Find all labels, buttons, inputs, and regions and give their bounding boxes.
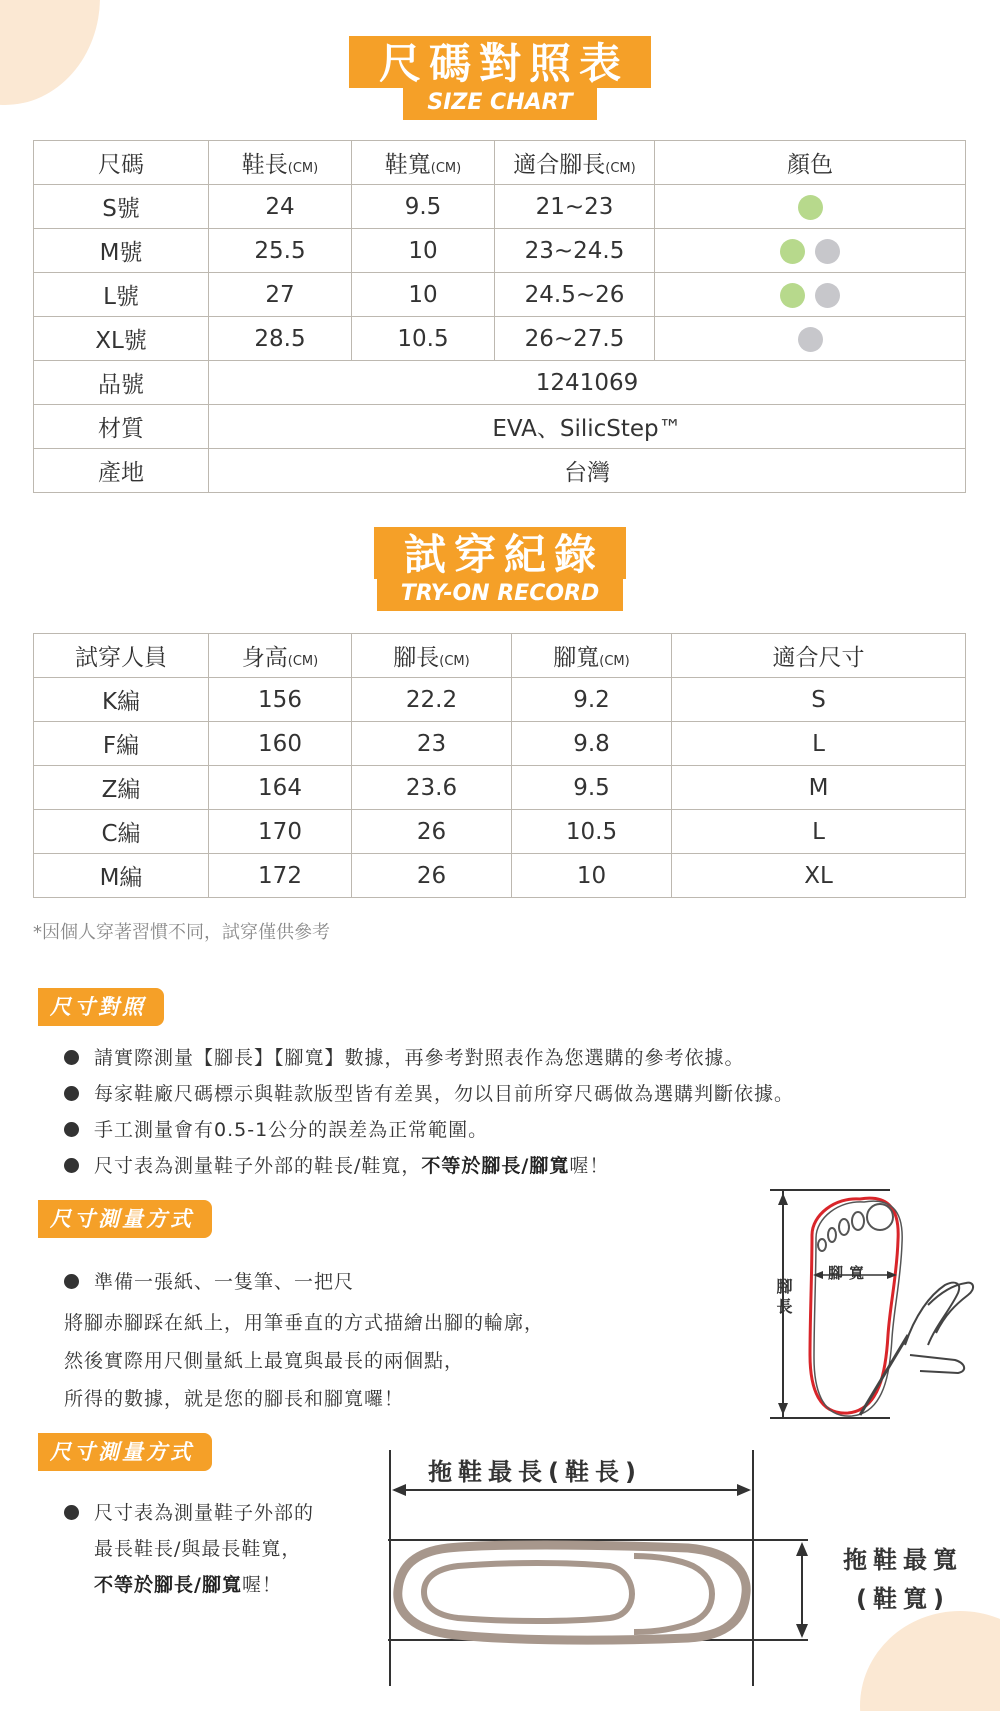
length-cell: 28.5 [209, 317, 352, 361]
item-no-value: 1241069 [209, 361, 966, 405]
instruction-line: 然後實際用尺側量紙上最寬與最長的兩個點， [64, 1350, 465, 1372]
size-chart-table [33, 140, 966, 493]
color-cell [655, 273, 966, 317]
list-item: 準備一張紙、一隻筆、一把尺 [64, 1264, 354, 1300]
cell: L [672, 810, 966, 854]
cell: 172 [209, 854, 352, 898]
width-cell: 10 [352, 273, 495, 317]
list-item: 請實際測量【腳長】【腳寬】數據，再參考對照表作為您選購的參考依據。 [64, 1040, 794, 1076]
decorative-blob-bottom-right [860, 1611, 1000, 1711]
cell: M編 [34, 854, 209, 898]
header-cell: 鞋長(CM) [209, 141, 352, 185]
color-swatch-green [780, 283, 805, 308]
color-swatch-gray [798, 327, 823, 352]
size-cell: XL號 [34, 317, 209, 361]
header-cell: 身高(CM) [209, 634, 352, 678]
cell: 10.5 [512, 810, 672, 854]
foot-cell: 26~27.5 [495, 317, 655, 361]
tryon-table [33, 633, 966, 898]
origin-label: 產地 [34, 449, 209, 493]
measure-method-tag-2: 尺寸測量方式 [38, 1433, 212, 1471]
slipper-width-label: 拖鞋最寬 (鞋寬) [843, 1546, 963, 1613]
cell: 23 [352, 722, 512, 766]
size-cell: M號 [34, 229, 209, 273]
cell: 156 [209, 678, 352, 722]
color-swatch-gray [815, 283, 840, 308]
size-cell: S號 [34, 185, 209, 229]
cell: K編 [34, 678, 209, 722]
table-row [34, 678, 966, 722]
color-swatch-green [780, 239, 805, 264]
table-row [34, 317, 966, 361]
size-chart-banner [349, 36, 651, 120]
foot-cell: 23~24.5 [495, 229, 655, 273]
header-cell: 尺碼 [34, 141, 209, 185]
color-cell [655, 229, 966, 273]
header-cell: 鞋寬(CM) [352, 141, 495, 185]
table-row [34, 185, 966, 229]
list-item: 手工測量會有0.5-1公分的誤差為正常範圍。 [64, 1112, 794, 1148]
cell: 9.2 [512, 678, 672, 722]
table-row [34, 361, 966, 405]
measure-instructions [64, 1304, 544, 1418]
cell: C編 [34, 810, 209, 854]
tryon-subtitle: TRY-ON RECORD [377, 579, 624, 611]
decorative-blob-top-left [0, 0, 100, 105]
tryon-note: *因個人穿著習慣不同，試穿僅供參考 [33, 922, 330, 943]
header-cell: 腳寬(CM) [512, 634, 672, 678]
item-no-label: 品號 [34, 361, 209, 405]
size-cell: L號 [34, 273, 209, 317]
table-row [34, 405, 966, 449]
length-cell: 27 [209, 273, 352, 317]
table-header-row [34, 141, 966, 185]
list-item: 尺寸表為測量鞋子外部的 [64, 1495, 314, 1531]
cell: 160 [209, 722, 352, 766]
measure-method-list [64, 1264, 354, 1300]
foot-length-label: 腳長 [774, 1278, 793, 1318]
table-row [34, 766, 966, 810]
list-item-continued: 最長鞋長/與最長鞋寬， [94, 1538, 302, 1560]
material-value: EVA、SilicStep™ [209, 405, 966, 449]
cell: 9.8 [512, 722, 672, 766]
origin-value: 台灣 [209, 449, 966, 493]
list-item: 尺寸表為測量鞋子外部的鞋長/鞋寬，不等於腳長/腳寬喔！ [64, 1148, 794, 1184]
cell: XL [672, 854, 966, 898]
size-guide-tag: 尺寸對照 [38, 988, 164, 1026]
color-cell [655, 185, 966, 229]
cell: L [672, 722, 966, 766]
size-chart-title: 尺碼對照表 [349, 36, 651, 88]
table-row [34, 229, 966, 273]
cell: 22.2 [352, 678, 512, 722]
size-chart-subtitle: SIZE CHART [403, 88, 596, 120]
measure-method-tag: 尺寸測量方式 [38, 1200, 212, 1238]
slipper-length-label: 拖鞋最長(鞋長) [428, 1458, 642, 1486]
table-row [34, 854, 966, 898]
cell: 170 [209, 810, 352, 854]
table-row [34, 722, 966, 766]
header-cell: 試穿人員 [34, 634, 209, 678]
cell: 26 [352, 810, 512, 854]
cell: 23.6 [352, 766, 512, 810]
instruction-line: 所得的數據，就是您的腳長和腳寬囉！ [64, 1388, 405, 1410]
foot-cell: 24.5~26 [495, 273, 655, 317]
table-row [34, 273, 966, 317]
header-cell: 適合腳長(CM) [495, 141, 655, 185]
header-cell: 腳長(CM) [352, 634, 512, 678]
tryon-banner [374, 527, 626, 611]
foot-cell: 21~23 [495, 185, 655, 229]
color-swatch-gray [815, 239, 840, 264]
list-item: 每家鞋廠尺碼標示與鞋款版型皆有差異，勿以目前所穿尺碼做為選購判斷依據。 [64, 1076, 794, 1112]
cell: S [672, 678, 966, 722]
cell: F編 [34, 722, 209, 766]
cell: Z編 [34, 766, 209, 810]
cell: 26 [352, 854, 512, 898]
length-cell: 25.5 [209, 229, 352, 273]
cell: M [672, 766, 966, 810]
color-swatch-green [798, 195, 823, 220]
table-row [34, 449, 966, 493]
width-cell: 10 [352, 229, 495, 273]
length-cell: 24 [209, 185, 352, 229]
foot-width-label: 腳寬 [828, 1264, 871, 1282]
list-item-continued: 不等於腳長/腳寬喔！ [94, 1574, 282, 1596]
header-cell: 顏色 [655, 141, 966, 185]
cell: 164 [209, 766, 352, 810]
size-guide-list [64, 1040, 794, 1184]
width-cell: 10.5 [352, 317, 495, 361]
measure-method-list-2 [64, 1495, 314, 1603]
width-cell: 9.5 [352, 185, 495, 229]
header-cell: 適合尺寸 [672, 634, 966, 678]
cell: 9.5 [512, 766, 672, 810]
instruction-line: 將腳赤腳踩在紙上，用筆垂直的方式描繪出腳的輪廓， [64, 1312, 545, 1334]
table-row [34, 810, 966, 854]
color-cell [655, 317, 966, 361]
cell: 10 [512, 854, 672, 898]
table-header-row [34, 634, 966, 678]
material-label: 材質 [34, 405, 209, 449]
tryon-title: 試穿紀錄 [374, 527, 626, 579]
